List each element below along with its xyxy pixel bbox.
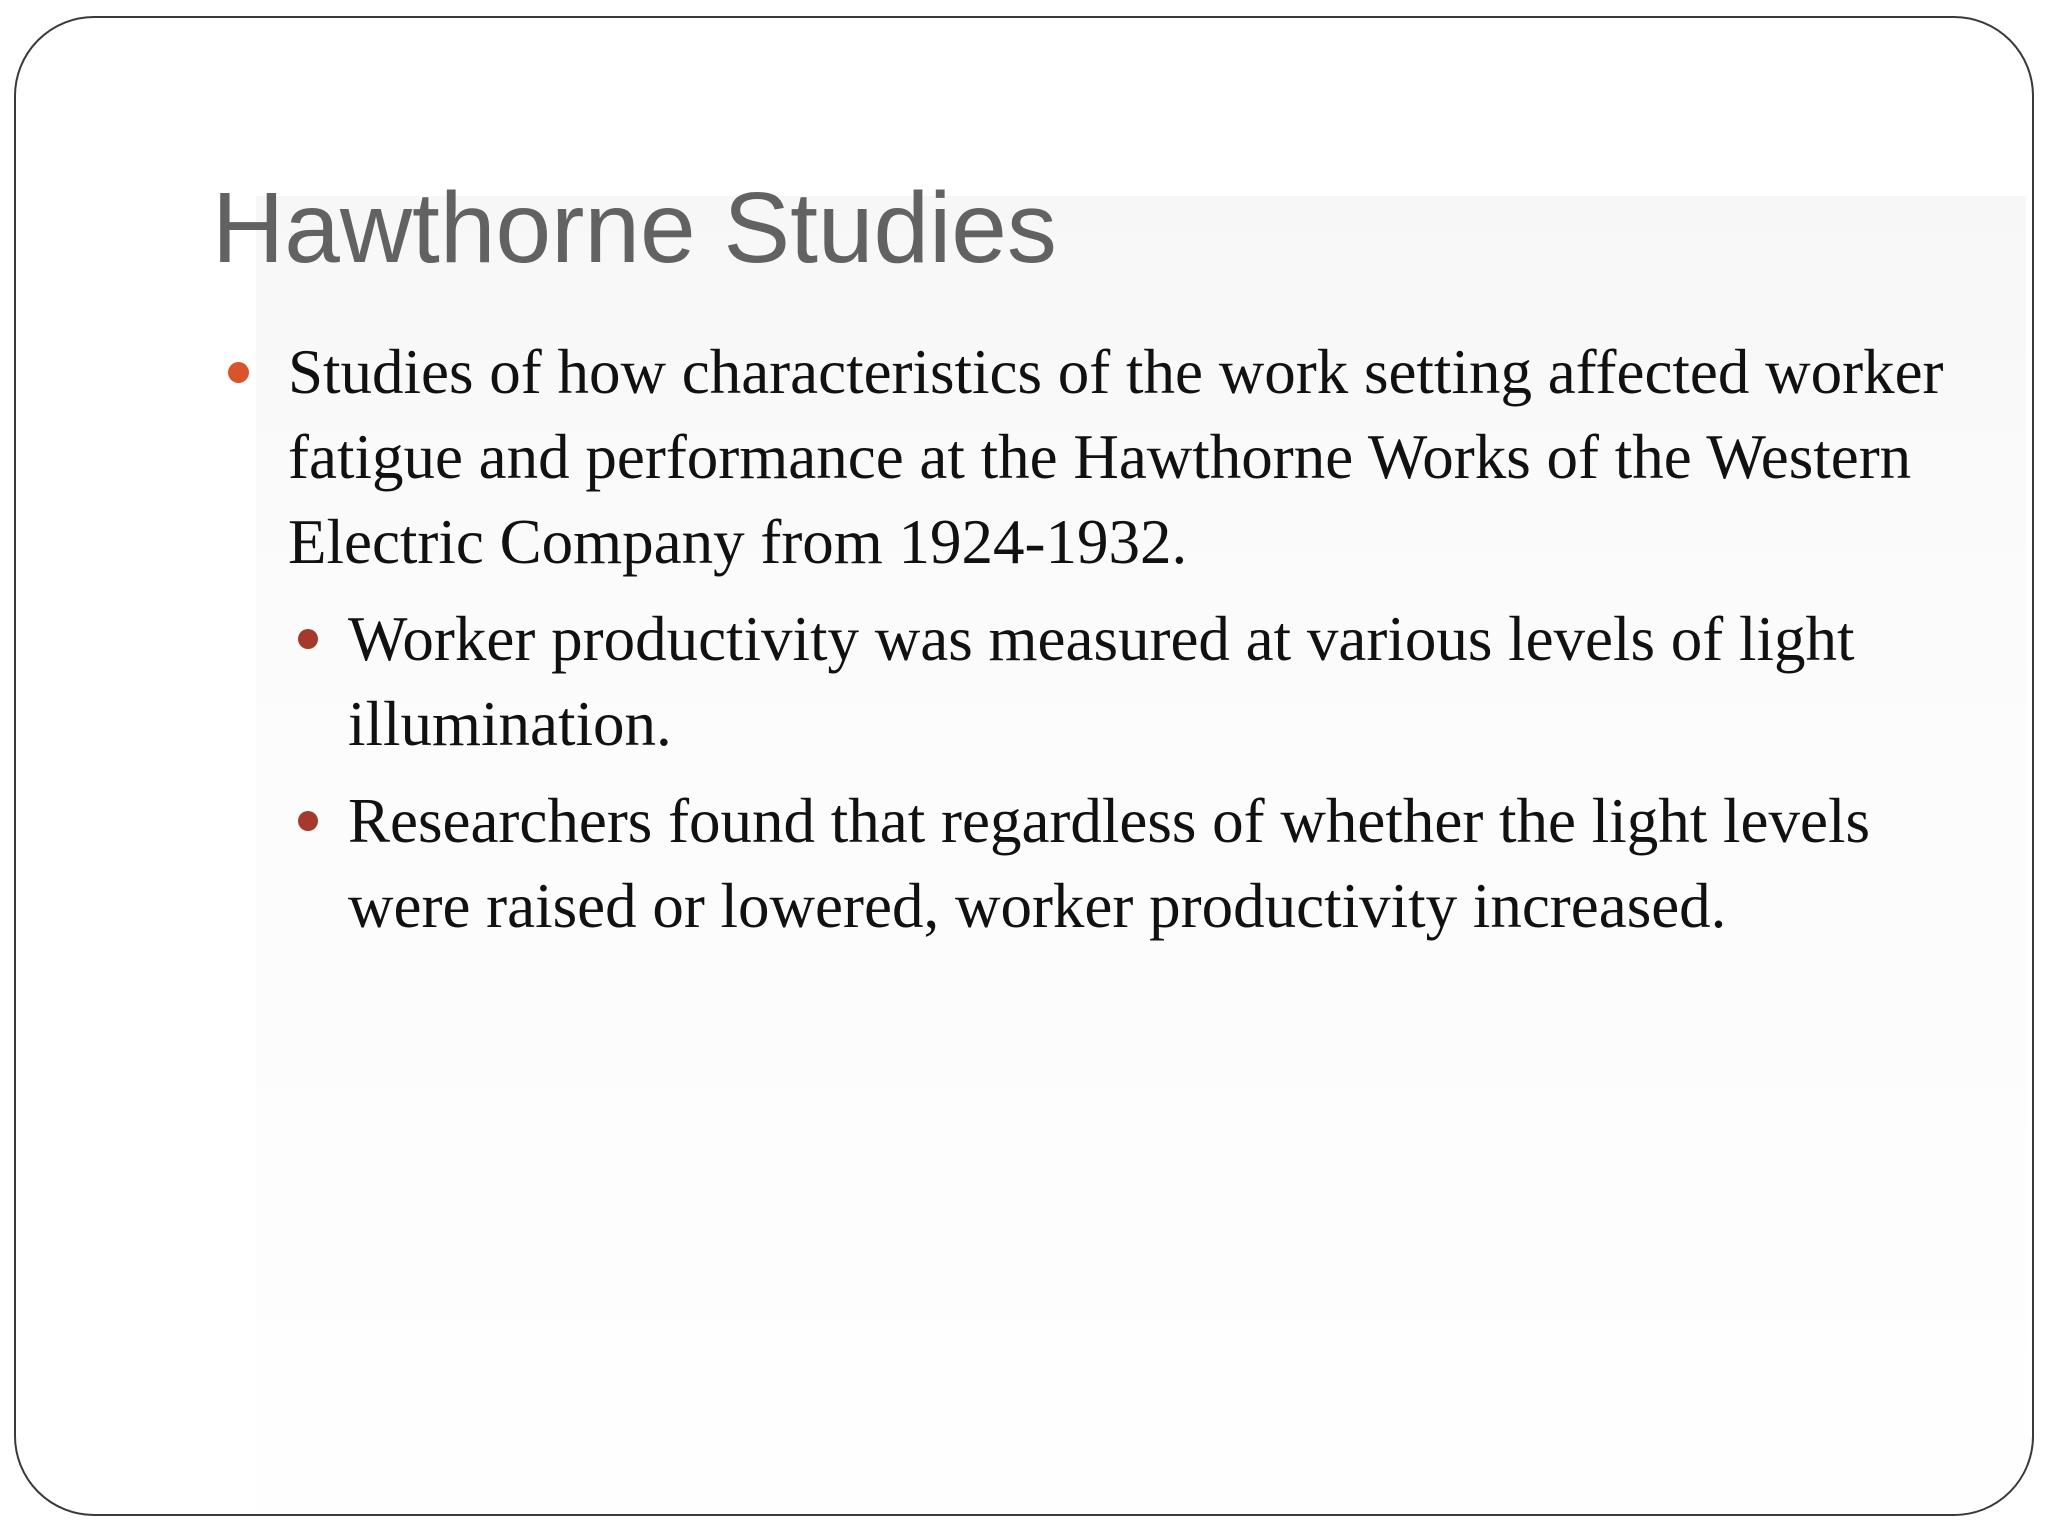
sub-bullet-dot-icon	[298, 629, 318, 649]
sub-bullet-text: Worker productivity was measured at various levels of light illumination.	[348, 604, 1855, 759]
bullet-list	[212, 330, 1962, 961]
slide-title: Hawthorne Studies	[212, 172, 1057, 284]
sub-bullet-dot-icon	[298, 811, 318, 831]
bullet-item-level1	[212, 330, 1962, 585]
bullet-dot-icon	[228, 362, 249, 383]
sub-bullet-text: Researchers found that regardless of whether the light levels were raised or lowered, worker productivity increased.	[348, 786, 1870, 941]
sub-bullet-item	[212, 779, 1962, 949]
sub-bullet-item	[212, 597, 1962, 767]
bullet-text: Studies of how characteristics of the work setting affected worker fatigue and performance at the Hawthorne Works of the Western Electric Company from 1924-1932.	[288, 337, 1944, 577]
